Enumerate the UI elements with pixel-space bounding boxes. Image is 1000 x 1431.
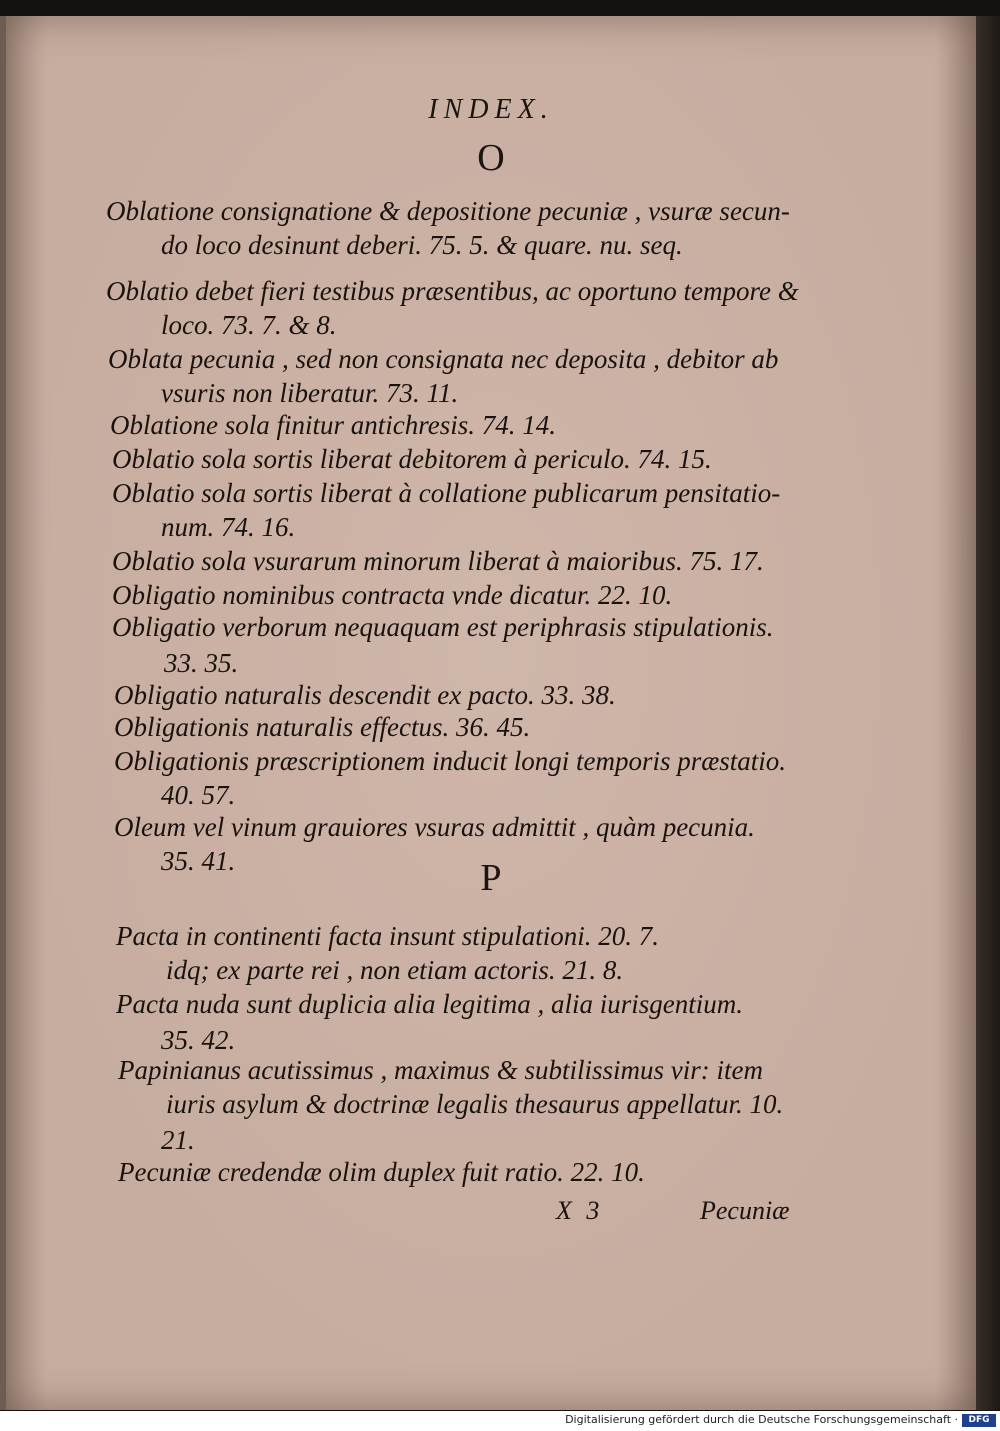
index-line: 33. 35. (164, 648, 239, 678)
index-line: vsuris non liberatur. 73. 11. (161, 378, 459, 408)
index-line: idq; ex parte rei , non etiam actoris. 21. 8. (166, 955, 624, 985)
index-line: Oblata pecunia , sed non consignata nec deposita , debitor ab (108, 344, 779, 374)
index-line: Oblatio sola vsurarum minorum liberat à maioribus. 75. 17. (112, 546, 764, 576)
index-line: Pecuniæ credendæ olim duplex fuit ratio. 22. 10. (118, 1157, 645, 1187)
index-line: 35. 42. (161, 1025, 236, 1055)
page-edge (974, 16, 1000, 1410)
book-page (6, 16, 976, 1410)
index-line: do loco desinunt deberi. 75. 5. & quare. nu. seq. (161, 230, 683, 260)
index-line: Obligationis naturalis effectus. 36. 45. (114, 712, 531, 742)
index-line: 35. 41. (161, 846, 236, 876)
section-letter-p: P (480, 857, 502, 899)
index-line: Oblatio debet fieri testibus præsentibus, ac oportuno tempore & (106, 276, 799, 306)
index-line: loco. 73. 7. & 8. (161, 310, 337, 340)
funding-credit: Digitalisierung gefördert durch die Deutsche Forschungsgemeinschaft · (565, 1413, 958, 1426)
index-line: Pacta nuda sunt duplicia alia legitima , alia iurisgentium. (116, 989, 743, 1019)
index-line: Oblatione consignatione & depositione pecuniæ , vsuræ secun- (106, 196, 790, 226)
index-line: Obligatio naturalis descendit ex pacto. 33. 38. (114, 680, 616, 710)
dfg-logo[interactable]: DFG (962, 1414, 996, 1427)
index-line: 40. 57. (161, 780, 236, 810)
index-line: num. 74. 16. (161, 512, 296, 542)
index-line: Oleum vel vinum grauiores vsuras admittit , quàm pecunia. (114, 812, 755, 842)
index-line: Oblatio sola sortis liberat debitorem à periculo. 74. 15. (112, 444, 712, 474)
index-line: 21. (161, 1125, 195, 1155)
page-header: INDEX. (428, 94, 554, 125)
index-line: iuris asylum & doctrinæ legalis thesaurus appellatur. 10. (166, 1089, 784, 1119)
index-line: Oblatio sola sortis liberat à collatione publicarum pensitatio- (112, 478, 781, 508)
catchword: Pecuniæ (700, 1196, 790, 1225)
index-line: Oblatione sola finitur antichresis. 74. 14. (110, 410, 557, 440)
index-line: Papinianus acutissimus , maximus & subtilissimus vir: item (118, 1055, 764, 1085)
index-line: Obligatio nominibus contracta vnde dicatur. 22. 10. (112, 580, 673, 610)
catchline (6, 1196, 976, 1236)
index-line: Pacta in continenti facta insunt stipulationi. 20. 7. (116, 921, 659, 951)
digitization-footer (0, 1411, 1000, 1431)
index-line: Obligationis præscriptionem inducit longi temporis præstatio. (114, 746, 787, 776)
section-letter-o: O (477, 137, 505, 179)
index-line: Obligatio verborum nequaquam est periphrasis stipulationis. (112, 612, 774, 642)
signature-mark: X 3 (556, 1196, 604, 1225)
